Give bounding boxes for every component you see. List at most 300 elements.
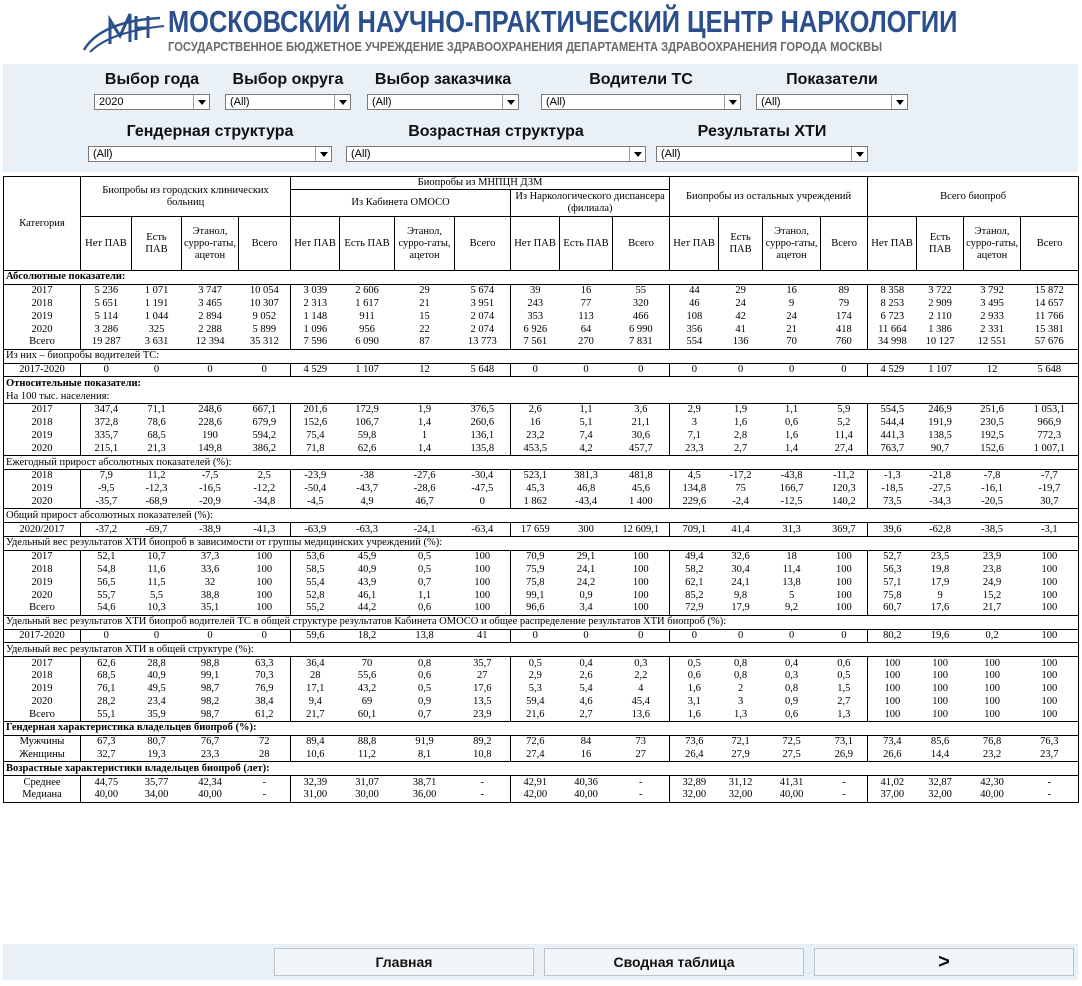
table-cell: 42 — [735, 310, 746, 322]
filter-year-dropdown[interactable] — [94, 94, 210, 110]
table-cell: -16,5 — [199, 483, 221, 495]
chevron-down-icon[interactable] — [502, 95, 518, 109]
table-cell: 17,9 — [719, 602, 763, 615]
section-label: Удельный вес результатов ХТИ биопроб водителей ТС в общей структуре результатов Кабинета ОМОСО и общее распределение результатов ХТИ биопроб (%): — [4, 615, 1079, 629]
subsection-header-row — [4, 643, 1079, 657]
table-cell: 3 631 — [132, 336, 182, 349]
table-cell: 152,6 — [291, 417, 340, 430]
table-cell: 481,8 — [613, 469, 670, 482]
table-cell: 100 — [474, 589, 491, 601]
table-cell: -43,7 — [356, 483, 378, 495]
table-row — [4, 683, 1079, 696]
table-row — [4, 564, 1079, 577]
row-label: 2018 — [4, 417, 81, 430]
column-header-net: Нет ПАВ — [868, 217, 917, 271]
table-cell: 24,1 — [576, 563, 596, 575]
subsection-header-row — [4, 509, 1079, 523]
chevron-down-icon[interactable] — [891, 95, 907, 109]
table-cell: 19,8 — [930, 563, 950, 575]
table-cell: 3 495 — [980, 297, 1004, 309]
table-cell: 229,6 — [670, 496, 719, 509]
table-header — [4, 177, 1079, 271]
filter-indicators-label: Показатели — [786, 71, 878, 88]
table-cell: 78,6 — [147, 417, 166, 429]
table-cell: 0 — [239, 363, 291, 377]
table-cell: 7 596 — [291, 336, 340, 349]
table-cell: 29,1 — [560, 550, 613, 563]
table-cell: -27,5 — [929, 483, 952, 495]
table-cell: 3 — [737, 695, 744, 707]
table-cell: 1,6 — [785, 429, 799, 441]
table-cell: 30,4 — [731, 563, 750, 575]
table-cell: 15,2 — [982, 589, 1002, 601]
next-button[interactable]: > — [814, 948, 1074, 976]
table-cell: 18,2 — [340, 629, 395, 643]
table-cell: 100 — [917, 657, 964, 670]
table-cell: 1,6 — [670, 683, 719, 696]
subsection-header-row — [4, 390, 1079, 403]
table-cell: 76,8 — [964, 735, 1021, 748]
table-cell: -18,5 — [868, 483, 917, 496]
table-cell: 100 — [868, 657, 917, 670]
table-cell: 0 — [763, 629, 821, 643]
table-cell: 2,9 — [511, 670, 560, 683]
table-cell: 45,3 — [511, 483, 560, 496]
table-cell: 44 — [670, 284, 719, 297]
chevron-down-icon[interactable] — [334, 95, 350, 109]
summary-table-button[interactable]: Сводная таблица — [544, 948, 804, 976]
column-header-net: Нет ПАВ — [81, 217, 132, 271]
section-label: Из них – биопробы водителей ТС: — [4, 349, 1079, 363]
table-cell: 100 — [964, 657, 1021, 670]
table-cell: 13,5 — [473, 695, 492, 707]
table-cell: 99,1 — [511, 589, 560, 602]
table-cell: 353 — [511, 310, 560, 323]
table-cell: 0 — [719, 629, 763, 643]
row-label: Всего — [4, 336, 81, 349]
table-cell: 100 — [1021, 629, 1079, 643]
table-cell: 56,3 — [868, 564, 917, 577]
table-cell: 73 — [613, 735, 670, 748]
table-cell: 21,1 — [631, 417, 650, 429]
table-cell: 40,00 — [763, 789, 821, 802]
column-header-est: Есть ПАВ — [719, 217, 763, 271]
table-cell: 15 872 — [1021, 284, 1079, 297]
table-cell: 100 — [632, 589, 649, 601]
table-cell: -7,8 — [964, 469, 1021, 482]
table-cell: 56,5 — [81, 576, 132, 589]
table-cell: 13,8 — [395, 629, 455, 643]
filter-drivers-label: Водители ТС — [589, 71, 693, 88]
table-row — [4, 576, 1079, 589]
column-header-net: Нет ПАВ — [291, 217, 340, 271]
table-cell: 149,8 — [182, 442, 239, 455]
table-cell: 5 648 — [1021, 363, 1079, 377]
table-cell: 100 — [632, 563, 649, 575]
table-cell: 58,5 — [291, 564, 340, 577]
table-cell: 1 — [421, 429, 428, 441]
table-cell: 3,1 — [670, 696, 719, 709]
table-cell: 52,7 — [868, 550, 917, 563]
table-cell: 23,8 — [982, 563, 1002, 575]
table-cell: 2 606 — [340, 284, 395, 297]
table-cell: 43,9 — [357, 576, 377, 588]
row-label: 2019 — [4, 483, 81, 496]
chevron-down-icon[interactable] — [629, 147, 645, 161]
section-label: Общий прирост абсолютных показателей (%): — [4, 509, 1079, 523]
table-cell: 68,5 — [81, 670, 132, 683]
table-cell: 386,2 — [239, 442, 291, 455]
table-cell: 75 — [735, 483, 746, 495]
column-header-est: Есть ПАВ — [340, 217, 395, 271]
table-cell: 2 933 — [980, 310, 1004, 322]
section-label: Удельный вес результатов ХТИ в общей структуре (%): — [4, 643, 1079, 657]
table-cell: 1,1 — [763, 403, 821, 416]
table-cell: 100 — [239, 602, 291, 615]
table-cell: 100 — [256, 589, 273, 601]
table-cell: 100 — [835, 563, 852, 575]
table-row — [4, 629, 1079, 643]
table-cell: 0,2 — [964, 629, 1021, 643]
table-cell: 44,2 — [340, 602, 395, 615]
table-cell: 100 — [821, 550, 868, 563]
table-cell: 0,5 — [511, 657, 560, 670]
table-cell: 100 — [1021, 564, 1079, 577]
table-cell: 100 — [984, 695, 1000, 707]
table-cell: 59,6 — [291, 629, 340, 643]
table-cell: 100 — [835, 589, 852, 601]
table-cell: 457,7 — [613, 442, 670, 455]
table-cell: 0 — [132, 629, 182, 643]
section-label: Удельный вес результатов ХТИ биопроб в зависимости от группы медицинских учреждений (%): — [4, 536, 1079, 550]
row-label: Медиана — [4, 789, 81, 802]
column-header-etanol: Этанол, сурро-гаты, ацетон — [964, 217, 1021, 271]
row-label: 2018 — [4, 298, 81, 311]
row-label: Среднее — [4, 776, 81, 789]
table-cell: 5,2 — [837, 417, 851, 429]
table-cell: 89,4 — [291, 735, 340, 748]
table-cell: 260,6 — [470, 417, 495, 429]
table-cell: -62,8 — [917, 523, 964, 537]
table-cell: 35 312 — [239, 336, 291, 349]
table-cell: 99,1 — [200, 670, 220, 682]
table-cell: 3 465 — [198, 297, 222, 309]
row-label: 2020 — [4, 323, 81, 336]
table-cell: 60,7 — [868, 602, 917, 615]
chevron-down-icon[interactable] — [851, 147, 867, 161]
table-cell: 248,6 — [182, 403, 239, 416]
page-title: МОСКОВСКИЙ НАУЧНО-ПРАКТИЧЕСКИЙ ЦЕНТР НАРКОЛОГИИ — [168, 4, 958, 39]
header-total: Всего биопроб — [868, 177, 1079, 217]
column-header-vsego: Всего — [1021, 217, 1079, 271]
table-cell: 55,7 — [81, 589, 132, 602]
table-cell: -27,6 — [395, 469, 455, 482]
table-cell: 85,2 — [670, 589, 719, 602]
table-cell: 21 — [786, 323, 797, 335]
table-cell: 2,7 — [560, 708, 613, 721]
table-row — [4, 589, 1079, 602]
table-cell: 100 — [868, 683, 917, 696]
filter-drivers-dropdown[interactable] — [541, 94, 741, 110]
table-cell: 709,1 — [670, 523, 719, 537]
table-cell: 100 — [835, 576, 852, 588]
column-header-vsego: Всего — [455, 217, 511, 271]
table-cell: 45,9 — [340, 550, 395, 563]
row-label: 2019 — [4, 310, 81, 323]
section-label: Абсолютные показатели: — [4, 271, 1079, 285]
table-row — [4, 776, 1079, 789]
table-cell: 140,2 — [821, 496, 868, 509]
table-cell: 136,1 — [470, 429, 495, 441]
table-cell: 9 — [937, 589, 943, 601]
filter-hti-dropdown[interactable] — [656, 146, 868, 162]
table-cell: 41 — [735, 323, 746, 335]
table-cell: 14,4 — [917, 749, 964, 762]
table-cell: 100 — [474, 563, 491, 575]
filter-drivers-value: (All) — [546, 96, 566, 108]
table-row — [4, 323, 1079, 336]
table-cell: 10 307 — [249, 297, 279, 309]
table-cell: 2 — [737, 683, 744, 695]
section-header-row — [4, 762, 1079, 776]
table-cell: 63,3 — [239, 657, 291, 670]
table-cell: -34,3 — [917, 496, 964, 509]
table-cell: 59,8 — [357, 429, 377, 441]
table-cell: 372,8 — [81, 417, 132, 430]
header-dispensary: Из Наркологического диспансера (филиала) — [511, 190, 670, 217]
table-cell: 7,1 — [670, 430, 719, 443]
row-label: Мужчины — [4, 735, 81, 748]
table-cell: 3 747 — [182, 284, 239, 297]
table-cell: 17,6 — [473, 683, 492, 695]
table-cell: 0,8 — [395, 657, 455, 670]
filter-indicators-dropdown[interactable] — [756, 94, 908, 110]
table-cell: 1 386 — [928, 323, 952, 335]
table-cell: 70,9 — [511, 550, 560, 563]
row-label: 2017-2020 — [4, 629, 81, 643]
table-cell: 1,1 — [417, 589, 432, 601]
filter-year-label: Выбор года — [104, 71, 200, 88]
row-label: 2017-2020 — [4, 363, 81, 377]
table-cell: 17,1 — [291, 683, 340, 696]
table-cell: 100 — [256, 563, 273, 575]
table-cell: 5 236 — [81, 284, 132, 297]
filter-hti-value: (All) — [661, 148, 681, 160]
table-cell: 35,77 — [132, 776, 182, 789]
table-cell: 61,2 — [239, 708, 291, 721]
main-button[interactable]: Главная — [274, 948, 534, 976]
row-label: 2019 — [4, 576, 81, 589]
table-cell: 1 096 — [291, 323, 340, 336]
table-cell: -24,1 — [395, 523, 455, 537]
table-cell: 6 090 — [340, 336, 395, 349]
table-cell: 0 — [81, 363, 132, 377]
table-cell: 72 — [239, 735, 291, 748]
table-cell: -7,7 — [1021, 469, 1079, 482]
table-cell: 6 990 — [628, 323, 653, 335]
table-cell: 32,89 — [670, 776, 719, 789]
page-subtitle: ГОСУДАРСТВЕННОЕ БЮДЖЕТНОЕ УЧРЕЖДЕНИЕ ЗДРАВООХРАНЕНИЯ ДЕПАРТАМЕНТА ЗДРАВООХРАНЕНИЯ ГОРОДА МОСКВЫ — [168, 39, 883, 54]
column-header-vsego: Всего — [239, 217, 291, 271]
table-cell: 26,4 — [670, 749, 719, 762]
table-cell: 41,4 — [719, 523, 763, 537]
table-cell: 23,9 — [964, 550, 1021, 563]
table-cell: 100 — [256, 576, 273, 588]
table-cell: 76,3 — [1021, 735, 1079, 748]
table-cell: 60,1 — [340, 708, 395, 721]
table-cell: -43,4 — [560, 496, 613, 509]
table-cell: 35,1 — [182, 602, 239, 615]
table-cell: 70,3 — [255, 670, 274, 682]
row-label: 2020/2017 — [4, 523, 81, 537]
table-cell: -41,3 — [239, 523, 291, 537]
filter-district-value: (All) — [230, 96, 250, 108]
table-cell: 91,9 — [395, 735, 455, 748]
table-cell: 12 — [395, 363, 455, 377]
table-cell: -69,7 — [132, 523, 182, 537]
table-cell: 100 — [984, 670, 1000, 682]
table-cell: 69 — [361, 695, 373, 707]
table-cell: 201,6 — [291, 403, 340, 416]
table-cell: 32,6 — [719, 550, 763, 563]
table-row — [4, 550, 1079, 563]
filter-customer-dropdown[interactable] — [367, 94, 519, 110]
table-cell: -12,3 — [145, 483, 168, 495]
section-label: Относительные показатели: — [4, 377, 1079, 390]
table-cell: 594,2 — [252, 429, 277, 441]
table-cell: 38,71 — [395, 776, 455, 789]
filter-age-dropdown[interactable] — [346, 146, 646, 162]
table-cell: 100 — [1021, 589, 1079, 602]
table-cell: 0,6 — [785, 417, 799, 429]
table-cell: 5 — [788, 589, 795, 601]
filter-customer-label: Выбор заказчика — [374, 71, 512, 88]
table-cell: -68,9 — [132, 496, 182, 509]
row-label: 2018 — [4, 564, 81, 577]
table-cell: 4 529 — [868, 363, 917, 377]
filter-district-dropdown[interactable] — [225, 94, 351, 110]
filter-customer-value: (All) — [372, 96, 392, 108]
table-cell: 4,5 — [670, 469, 719, 482]
table-cell: 4 529 — [291, 363, 340, 377]
table-cell: 243 — [511, 298, 560, 311]
table-cell: 38,4 — [255, 695, 274, 707]
table-cell: 71,8 — [291, 442, 340, 455]
table-cell: 230,5 — [980, 417, 1004, 429]
table-cell: 1,5 — [837, 683, 851, 695]
table-cell: 62,1 — [670, 576, 719, 589]
table-cell: 18 — [763, 550, 821, 563]
table-cell: 7,4 — [579, 429, 593, 441]
table-cell: 15 381 — [1021, 323, 1079, 336]
table-cell: 11,4 — [782, 563, 801, 575]
table-cell: 0 — [613, 629, 670, 643]
table-cell: 0,5 — [417, 683, 432, 695]
table-cell: 3 722 — [917, 284, 964, 297]
table-cell: 2 313 — [291, 298, 340, 311]
subsection-header-row — [4, 615, 1079, 629]
table-cell: 62,6 — [340, 442, 395, 455]
table-cell: 27,4 — [821, 442, 868, 455]
table-cell: 1,4 — [763, 442, 821, 455]
table-cell: 0 — [182, 629, 239, 643]
table-cell: 55,4 — [291, 576, 340, 589]
table-cell: 0 — [821, 629, 868, 643]
table-cell: 270 — [560, 336, 613, 349]
table-cell: 24 — [786, 310, 797, 322]
table-cell: -20,9 — [182, 496, 239, 509]
table-cell: 0 — [132, 363, 182, 377]
table-cell: 5,9 — [821, 403, 868, 416]
header-omoso: Из Кабинета ОМОСО — [291, 190, 511, 217]
table-cell: 17,6 — [917, 602, 964, 615]
table-cell: -12,5 — [763, 496, 821, 509]
chevron-down-icon[interactable] — [193, 95, 209, 109]
table-cell: 23,3 — [182, 749, 239, 762]
row-label: 2020 — [4, 589, 81, 602]
table-cell: 2,6 — [579, 670, 593, 682]
table-cell: 30,6 — [631, 429, 650, 441]
table-cell: 100 — [868, 696, 917, 709]
filter-panel — [3, 64, 1078, 172]
table-cell: 34 998 — [868, 336, 917, 349]
table-cell: 8,1 — [395, 749, 455, 762]
table-cell: 2 894 — [198, 310, 222, 322]
table-cell: 174 — [835, 310, 852, 322]
table-cell: 23,7 — [1021, 749, 1079, 762]
table-row — [4, 657, 1079, 670]
table-cell: -38 — [340, 469, 395, 482]
section-label: На 100 тыс. населения: — [4, 390, 1079, 403]
table-cell: 42,91 — [511, 776, 560, 789]
table-cell: 0 — [821, 363, 868, 377]
column-header-vsego: Всего — [613, 217, 670, 271]
table-cell: 17,9 — [930, 576, 950, 588]
chevron-down-icon[interactable] — [724, 95, 740, 109]
table-cell: 554,5 — [868, 403, 917, 416]
row-label: 2019 — [4, 430, 81, 443]
table-cell: -28,6 — [413, 483, 436, 495]
filter-district-label: Выбор округа — [232, 71, 344, 88]
table-cell: 21,7 — [291, 708, 340, 721]
table-cell: - — [455, 789, 511, 802]
table-cell: 32,39 — [291, 776, 340, 789]
table-cell: -2,4 — [719, 496, 763, 509]
table-cell: 100 — [455, 602, 511, 615]
table-cell: 0 — [81, 629, 132, 643]
table-row — [4, 523, 1079, 537]
table-cell: 1 148 — [291, 310, 340, 323]
table-cell: 37,00 — [868, 789, 917, 802]
table-cell: -17,2 — [719, 469, 763, 482]
table-cell: 0,5 — [837, 670, 851, 682]
table-cell: 3 — [670, 417, 719, 430]
table-cell: 320 — [632, 297, 649, 309]
chevron-down-icon[interactable] — [315, 147, 331, 161]
row-label: 2020 — [4, 696, 81, 709]
table-cell: 100 — [1021, 657, 1079, 670]
table-cell: 75,9 — [511, 564, 560, 577]
header-category: Категория — [4, 177, 81, 271]
table-cell: -37,2 — [81, 523, 132, 537]
filter-gender-dropdown[interactable] — [88, 146, 332, 162]
statistics-table-container — [3, 176, 1078, 803]
table-cell: 0,6 — [417, 670, 432, 682]
table-row — [4, 696, 1079, 709]
table-cell: 763,7 — [868, 442, 917, 455]
table-cell: 0 — [182, 363, 239, 377]
table-cell: 4,9 — [340, 496, 395, 509]
